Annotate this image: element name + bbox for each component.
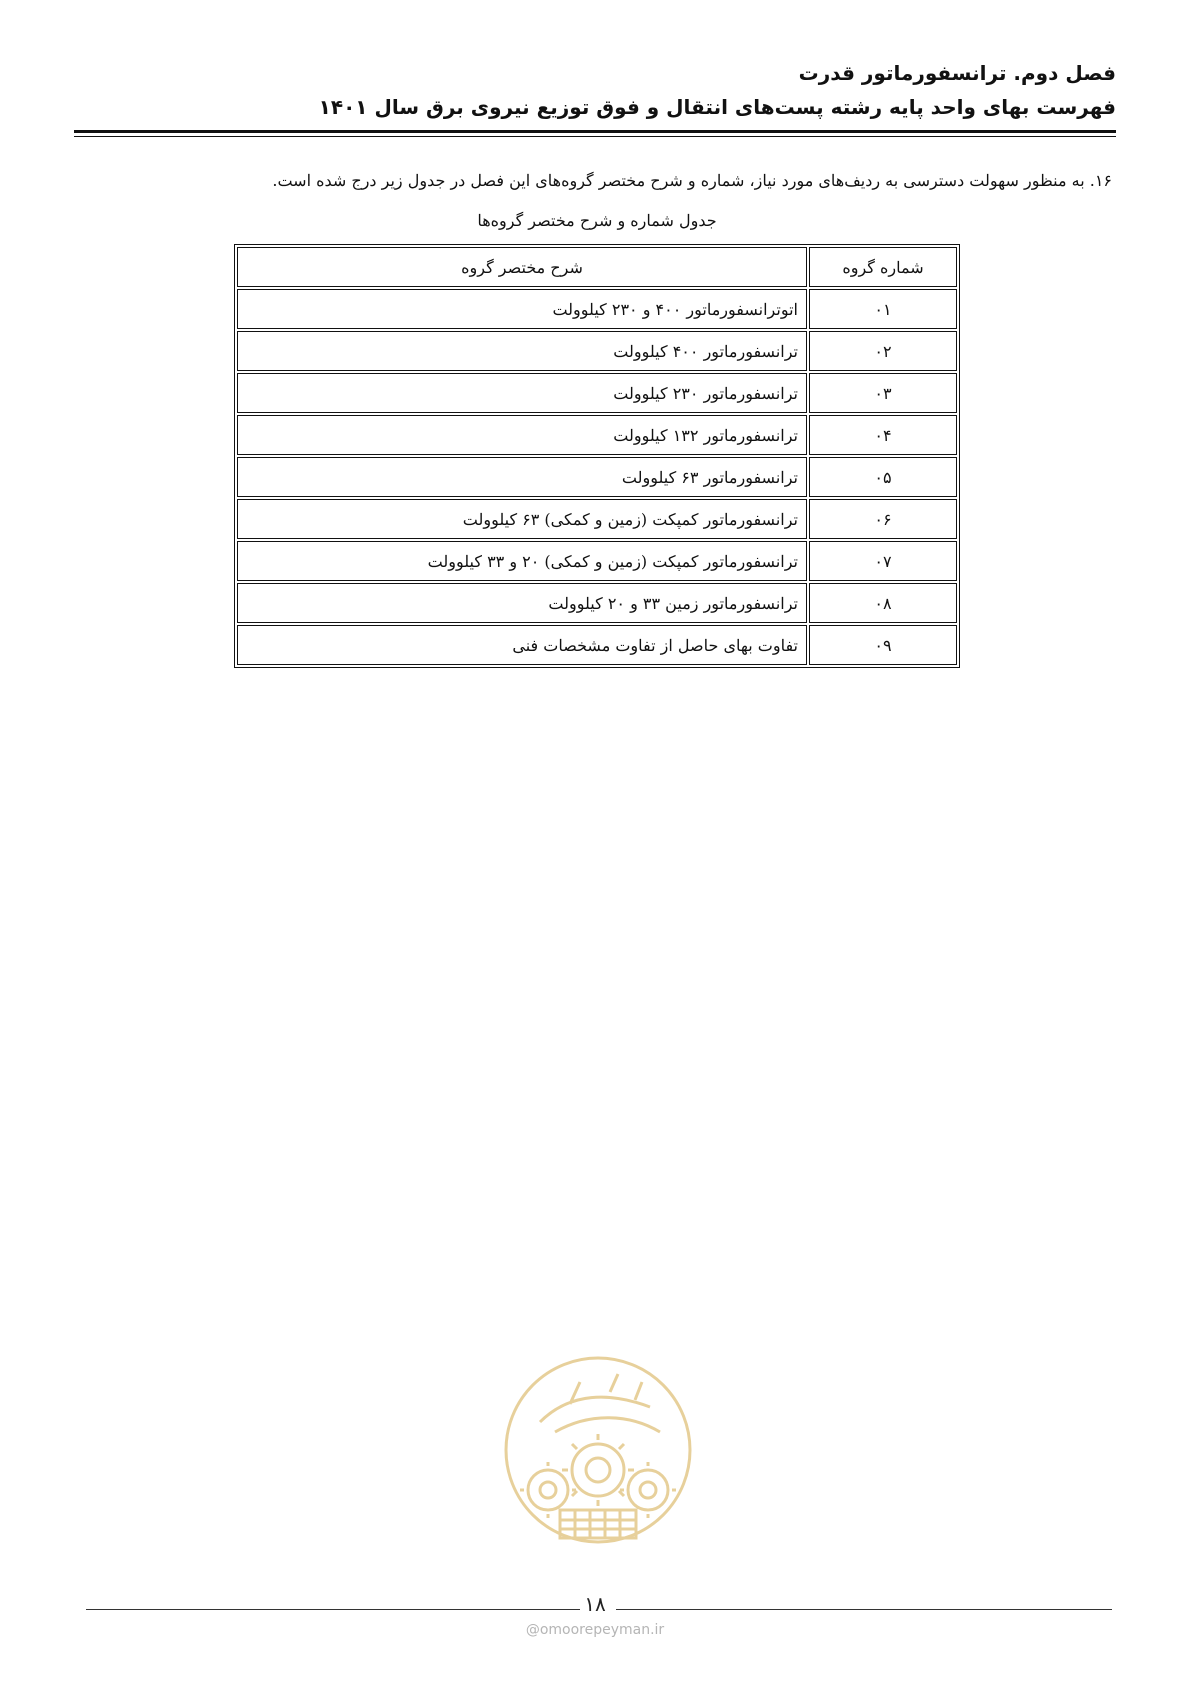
chapter-title: فصل دوم. ترانسفورماتور قدرت bbox=[798, 61, 1116, 85]
table-row bbox=[237, 541, 957, 581]
table-row bbox=[237, 499, 957, 539]
website-watermark: @omoorepeyman.ir bbox=[525, 1622, 665, 1638]
group-code: ۰۲ bbox=[809, 331, 957, 371]
group-code: ۰۸ bbox=[809, 583, 957, 623]
header-divider-thick bbox=[74, 130, 1116, 133]
page-header bbox=[74, 56, 1116, 124]
table-row bbox=[237, 373, 957, 413]
group-description: ترانسفورماتور ۴۰۰ کیلوولت bbox=[237, 331, 807, 371]
header-group-number: شماره گروه bbox=[809, 247, 957, 287]
group-code: ۰۵ bbox=[809, 457, 957, 497]
table-row bbox=[237, 331, 957, 371]
document-title: فهرست بهای واحد پایه رشته پست‌های انتقال و فوق توزیع نیروی برق سال ۱۴۰۱ bbox=[318, 95, 1116, 119]
table-row bbox=[237, 625, 957, 665]
table-row bbox=[237, 457, 957, 497]
group-description: ترانسفورماتور ۱۳۲ کیلوولت bbox=[237, 415, 807, 455]
group-description: ترانسفورماتور ۲۳۰ کیلوولت bbox=[237, 373, 807, 413]
table-row bbox=[237, 415, 957, 455]
footer-divider-left bbox=[86, 1609, 580, 1610]
header-divider-thin bbox=[74, 136, 1116, 137]
group-code: ۰۹ bbox=[809, 625, 957, 665]
intro-paragraph: ۱۶. به منظور سهولت دسترسی به ردیف‌های مورد نیاز، شماره و شرح مختصر گروه‌های این فصل در جدول زیر درج شده است. bbox=[272, 171, 1112, 190]
group-code: ۰۴ bbox=[809, 415, 957, 455]
group-code: ۰۳ bbox=[809, 373, 957, 413]
table-row bbox=[237, 583, 957, 623]
group-description: تفاوت بهای حاصل از تفاوت مشخصات فنی bbox=[237, 625, 807, 665]
group-code: ۰۷ bbox=[809, 541, 957, 581]
header-group-description: شرح مختصر گروه bbox=[237, 247, 807, 287]
footer-divider-right bbox=[616, 1609, 1112, 1610]
group-code: ۰۶ bbox=[809, 499, 957, 539]
page-number: ۱۸ bbox=[584, 1592, 606, 1616]
group-description: ترانسفورماتور کمپکت (زمین و کمکی) ۲۰ و ۳۳ کیلوولت bbox=[237, 541, 807, 581]
group-description: ترانسفورماتور زمین ۳۳ و ۲۰ کیلوولت bbox=[237, 583, 807, 623]
group-description: ترانسفورماتور ۶۳ کیلوولت bbox=[237, 457, 807, 497]
table-header-row bbox=[237, 247, 957, 287]
group-description: ترانسفورماتور کمپکت (زمین و کمکی) ۶۳ کیلوولت bbox=[237, 499, 807, 539]
groups-table bbox=[234, 244, 960, 668]
group-code: ۰۱ bbox=[809, 289, 957, 329]
seal-watermark-logo bbox=[500, 1352, 696, 1548]
table-caption: جدول شماره و شرح مختصر گروه‌ها bbox=[477, 211, 717, 230]
table-row bbox=[237, 289, 957, 329]
group-description: اتوترانسفورماتور ۴۰۰ و ۲۳۰ کیلوولت bbox=[237, 289, 807, 329]
